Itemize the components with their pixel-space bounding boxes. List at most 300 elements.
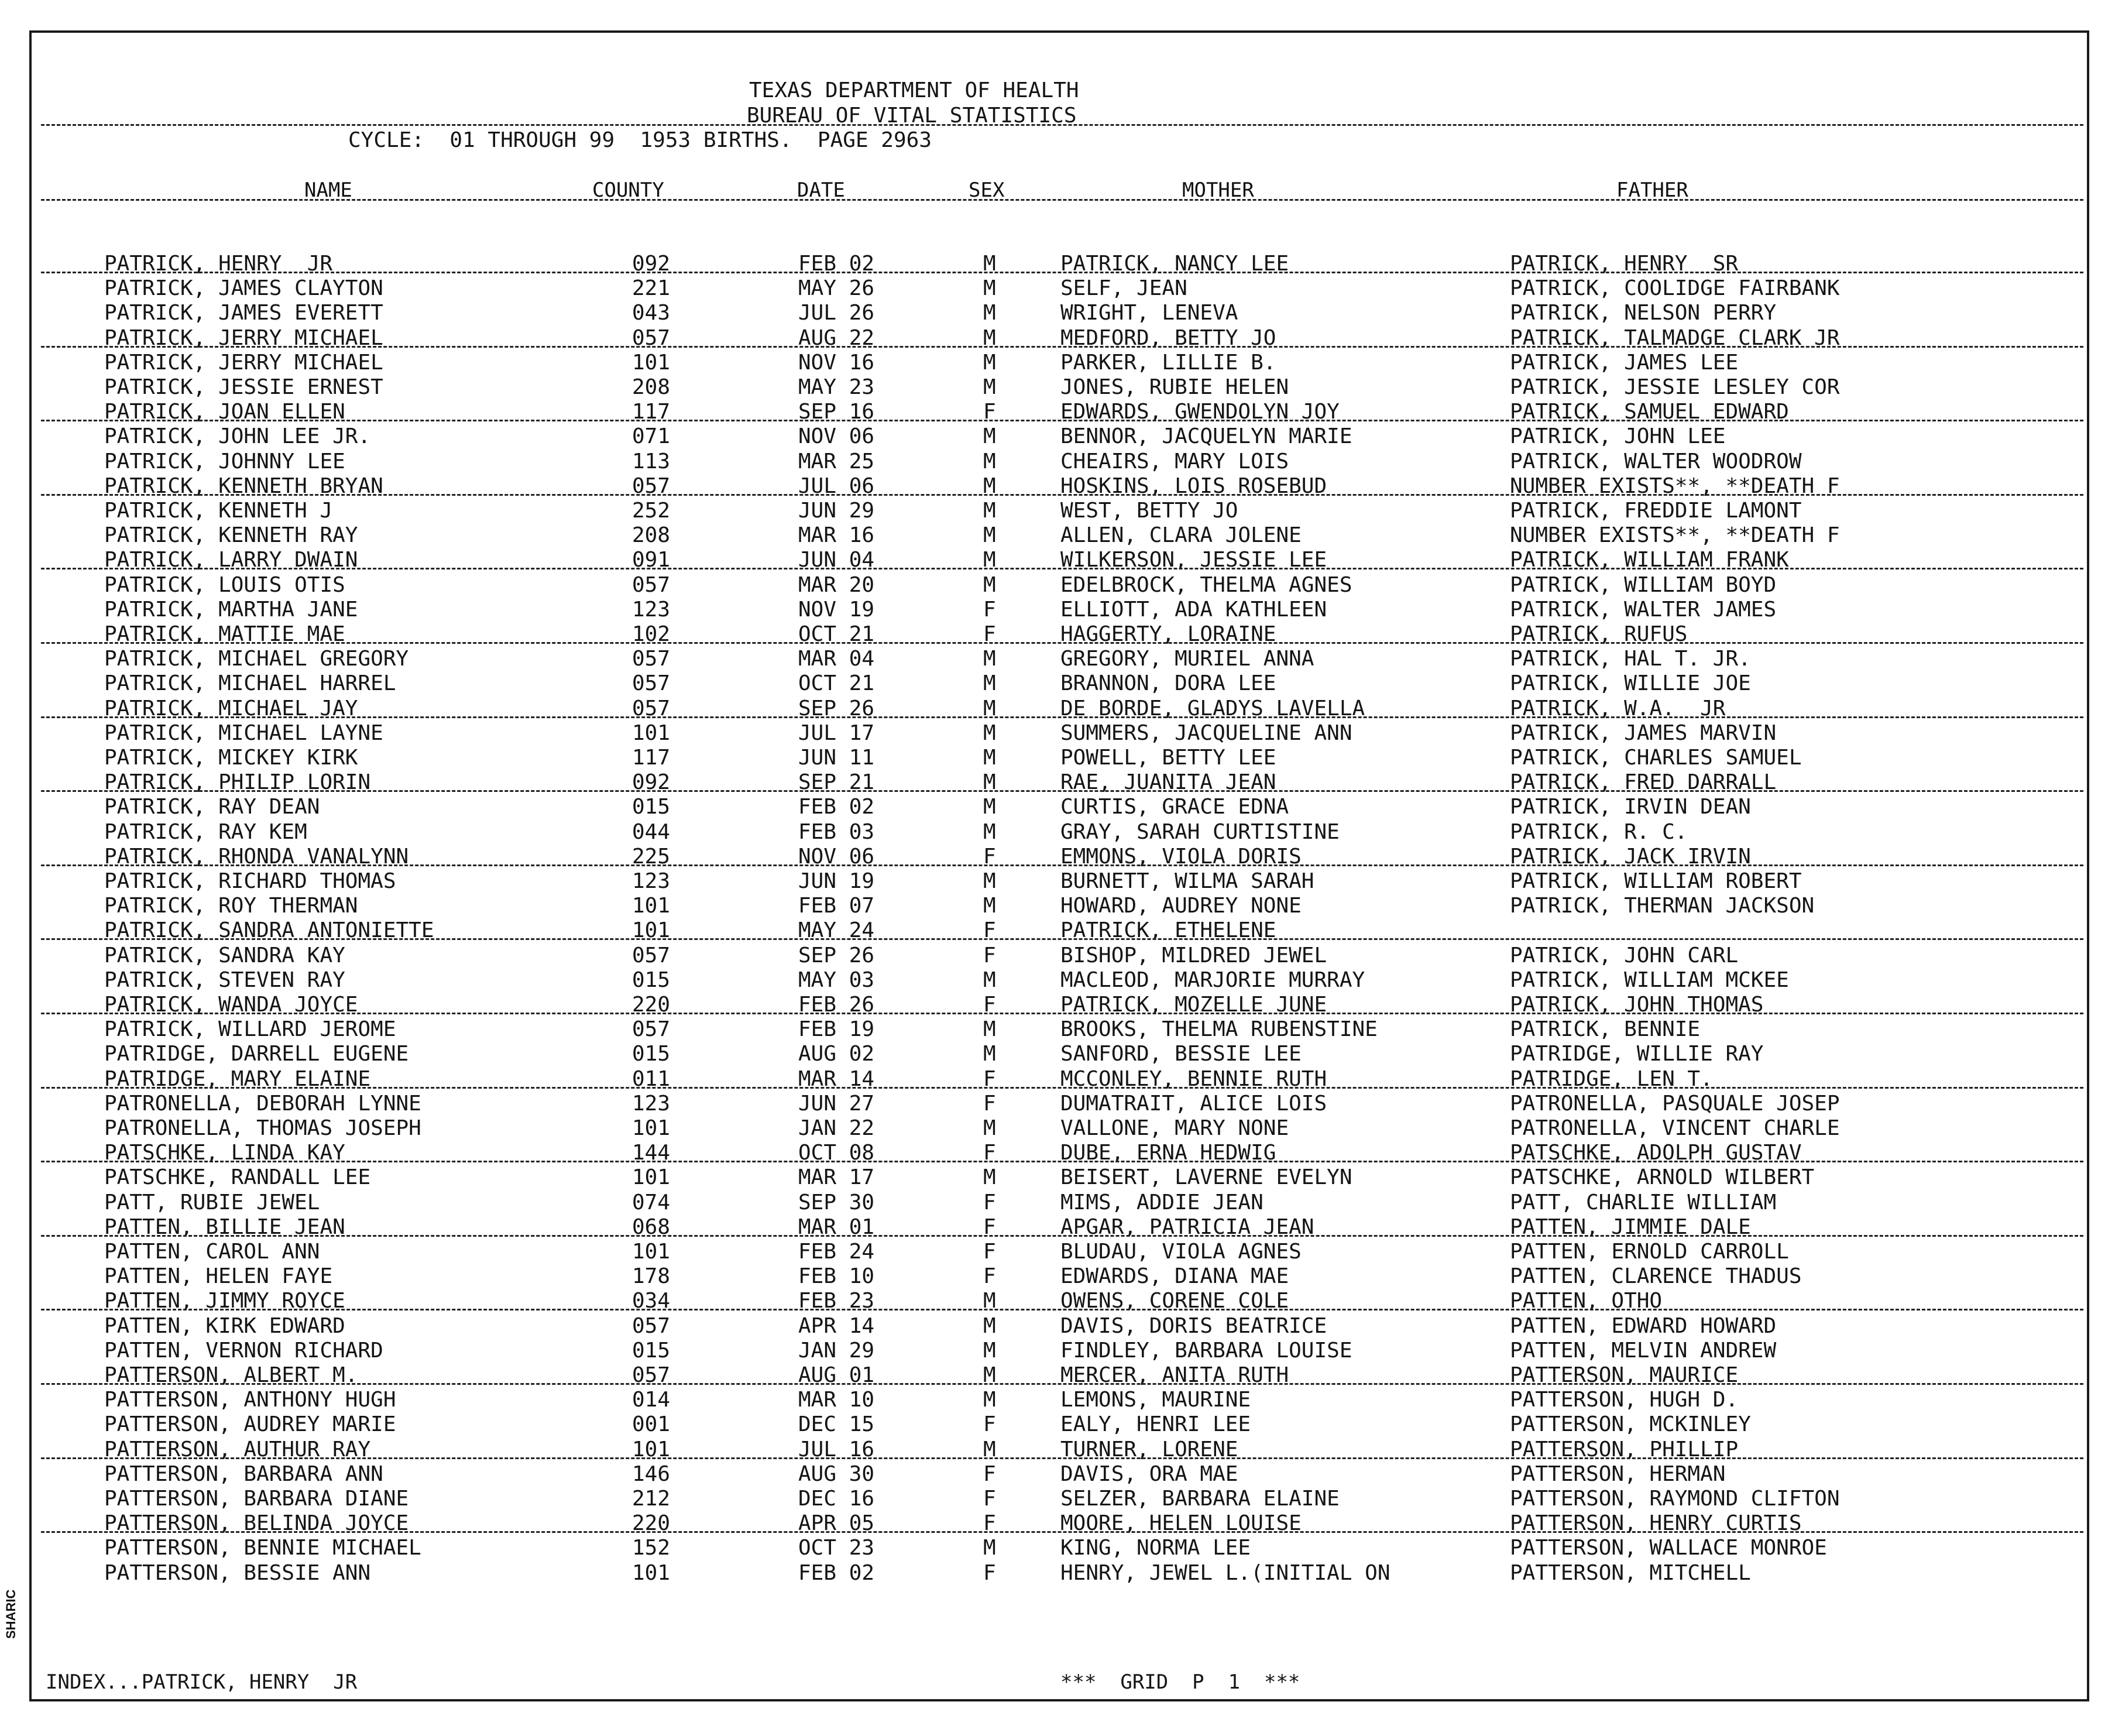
column-header-father: FATHER — [1616, 179, 1688, 202]
cell-name: PATTEN, HELEN FAYE — [104, 1264, 333, 1289]
cell-name: PATRICK, JOHNNY LEE — [104, 449, 345, 474]
row-separator — [41, 790, 2083, 792]
cell-name: PATRICK, KENNETH RAY — [104, 523, 358, 548]
cell-father: PATRICK, WILLIAM MCKEE — [1510, 968, 1789, 992]
bureau-title: BUREAU OF VITAL STATISTICS — [747, 104, 1077, 128]
cell-father: PATTERSON, PHILLIP — [1510, 1437, 1739, 1461]
cell-father: PATRICK, COOLIDGE FAIRBANK — [1510, 276, 1840, 301]
cell-mother: DAVIS, DORIS BEATRICE — [1060, 1313, 1327, 1338]
column-header-sex: SEX — [969, 179, 1005, 202]
cell-name: PATRICK, RAY KEM — [104, 819, 307, 844]
cell-mother: CHEAIRS, MARY LOIS — [1060, 449, 1289, 474]
cell-father: PATRICK, JESSIE LESLEY COR — [1510, 375, 1840, 399]
cell-name: PATRICK, WANDA JOYCE — [104, 993, 358, 1017]
column-header-county: COUNTY — [592, 179, 664, 202]
cell-mother: TURNER, LORENE — [1060, 1437, 1238, 1461]
cell-father: PATTERSON, MITCHELL — [1510, 1560, 1751, 1585]
cell-sex: M — [983, 1313, 996, 1338]
cell-name: PATT, RUBIE JEWEL — [104, 1190, 320, 1214]
cell-sex: F — [983, 1091, 996, 1116]
cell-mother: BEISERT, LAVERNE EVELYN — [1060, 1165, 1352, 1190]
cell-sex: F — [983, 1240, 996, 1264]
cell-sex: F — [983, 844, 996, 869]
cell-county: 101 — [632, 1437, 671, 1461]
table-row — [0, 523, 2115, 548]
cell-sex: M — [983, 1165, 996, 1190]
cell-name: PATTEN, BILLIE JEAN — [104, 1214, 345, 1239]
cell-date: AUG 22 — [798, 325, 875, 350]
cell-county: 074 — [632, 1190, 671, 1214]
cell-county: 057 — [632, 474, 671, 498]
cell-sex: M — [983, 1042, 996, 1066]
table-row — [0, 1092, 2115, 1116]
cell-father: PATRICK, THERMAN JACKSON — [1510, 894, 1815, 918]
cell-sex: M — [983, 1338, 996, 1363]
cell-mother: MACLEOD, MARJORIE MURRAY — [1060, 968, 1365, 992]
cell-sex: F — [983, 597, 996, 622]
cell-county: 101 — [632, 894, 671, 918]
cell-county: 001 — [632, 1412, 671, 1437]
cell-sex: M — [983, 474, 996, 498]
cell-date: JUN 04 — [798, 548, 875, 572]
cell-county: 212 — [632, 1487, 671, 1511]
cell-mother: EDWARDS, GWENDOLYN JOY — [1060, 400, 1340, 424]
cell-date: FEB 02 — [798, 1560, 875, 1585]
cell-county: 117 — [632, 400, 671, 424]
cell-sex: F — [983, 1066, 996, 1091]
cell-sex: F — [983, 1141, 996, 1165]
cell-date: MAY 26 — [798, 276, 875, 301]
table-row — [0, 351, 2115, 375]
cell-county: 117 — [632, 746, 671, 770]
column-header-name: NAME — [304, 179, 352, 202]
cell-county: 015 — [632, 1338, 671, 1363]
cell-county: 208 — [632, 375, 671, 399]
cell-date: SEP 26 — [798, 943, 875, 968]
cell-date: FEB 02 — [798, 252, 875, 276]
cell-mother: DUBE, ERNA HEDWIG — [1060, 1141, 1276, 1165]
cell-name: PATRONELLA, THOMAS JOSEPH — [104, 1116, 421, 1140]
cell-county: 091 — [632, 548, 671, 572]
agency-title: TEXAS DEPARTMENT OF HEALTH — [749, 78, 1079, 102]
cell-mother: SANFORD, BESSIE LEE — [1060, 1042, 1302, 1066]
table-row — [0, 1116, 2115, 1141]
cell-father: PATRIDGE, LEN T. — [1510, 1066, 1713, 1091]
row-separator — [41, 938, 2083, 940]
table-row — [0, 1017, 2115, 1042]
cell-sex: M — [983, 1116, 996, 1140]
cell-father: PATTEN, MELVIN ANDREW — [1510, 1338, 1777, 1363]
cell-date: JUN 27 — [798, 1091, 875, 1116]
cell-county: 057 — [632, 1363, 671, 1387]
cell-name: PATRICK, HENRY JR — [104, 252, 333, 276]
cell-sex: F — [983, 943, 996, 968]
cell-date: APR 14 — [798, 1313, 875, 1338]
row-separator — [41, 1013, 2083, 1014]
cell-father: PATTERSON, HERMAN — [1510, 1461, 1726, 1486]
cell-date: MAR 16 — [798, 523, 875, 548]
cell-county: 101 — [632, 1560, 671, 1585]
cell-mother: MERCER, ANITA RUTH — [1060, 1363, 1289, 1387]
table-row — [0, 1561, 2115, 1586]
cell-sex: M — [983, 276, 996, 301]
cell-county: 101 — [632, 350, 671, 375]
cell-county: 225 — [632, 844, 671, 869]
cell-mother: HOWARD, AUDREY NONE — [1060, 894, 1302, 918]
cell-name: PATRICK, JERRY MICHAEL — [104, 325, 383, 350]
cell-sex: M — [983, 523, 996, 548]
row-separator — [41, 1087, 2083, 1089]
cell-father: PATRICK, IRVIN DEAN — [1510, 795, 1751, 819]
cell-county: 015 — [632, 1042, 671, 1066]
cell-sex: M — [983, 819, 996, 844]
cell-sex: M — [983, 1363, 996, 1387]
cell-sex: F — [983, 1487, 996, 1511]
cell-mother: KING, NORMA LEE — [1060, 1536, 1251, 1560]
row-separator — [41, 1309, 2083, 1310]
grid-footer: *** GRID P 1 *** — [1060, 1670, 1300, 1694]
cell-father: PATTEN, EDWARD HOWARD — [1510, 1313, 1777, 1338]
cell-county: 011 — [632, 1066, 671, 1091]
cell-mother: FINDLEY, BARBARA LOUISE — [1060, 1338, 1352, 1363]
table-row — [0, 375, 2115, 400]
cell-sex: F — [983, 1264, 996, 1289]
cell-sex: M — [983, 795, 996, 819]
cell-father: PATRICK, JOHN THOMAS — [1510, 993, 1764, 1017]
table-row — [0, 573, 2115, 598]
cell-sex: M — [983, 449, 996, 474]
cell-date: NOV 06 — [798, 844, 875, 869]
cell-name: PATRICK, JAMES CLAYTON — [104, 276, 383, 301]
row-separator — [41, 346, 2083, 348]
cell-father: PATRICK, WILLIE JOE — [1510, 671, 1751, 696]
cell-sex: F — [983, 1560, 996, 1585]
cell-sex: M — [983, 252, 996, 276]
cell-mother: MCCONLEY, BENNIE RUTH — [1060, 1066, 1327, 1091]
cell-name: PATRICK, JERRY MICHAEL — [104, 350, 383, 375]
cell-father: PATRICK, JOHN CARL — [1510, 943, 1739, 968]
cell-county: 220 — [632, 1511, 671, 1536]
cell-father: PATRICK, JAMES LEE — [1510, 350, 1739, 375]
cell-county: 220 — [632, 993, 671, 1017]
cell-name: PATRICK, JOAN ELLEN — [104, 400, 345, 424]
cell-mother: MIMS, ADDIE JEAN — [1060, 1190, 1263, 1214]
cell-father: PATRICK, HENRY SR — [1510, 252, 1739, 276]
cell-mother: GRAY, SARAH CURTISTINE — [1060, 819, 1340, 844]
cell-sex: M — [983, 424, 996, 449]
cell-father: PATRICK, WILLIAM FRANK — [1510, 548, 1789, 572]
cell-county: 057 — [632, 572, 671, 597]
cell-name: PATRICK, WILLARD JEROME — [104, 1017, 396, 1042]
cell-name: PATRICK, RHONDA VANALYNN — [104, 844, 409, 869]
cell-date: OCT 08 — [798, 1141, 875, 1165]
cell-county: 015 — [632, 968, 671, 992]
cell-father: PATTERSON, MAURICE — [1510, 1363, 1739, 1387]
cell-mother: WILKERSON, JESSIE LEE — [1060, 548, 1327, 572]
cell-name: PATRICK, RAY DEAN — [104, 795, 320, 819]
cell-father: PATRONELLA, PASQUALE JOSEP — [1510, 1091, 1840, 1116]
table-row — [0, 1339, 2115, 1363]
cell-county: 123 — [632, 597, 671, 622]
cell-name: PATTERSON, BESSIE ANN — [104, 1560, 371, 1585]
cell-date: NOV 19 — [798, 597, 875, 622]
cell-name: PATRICK, ROY THERMAN — [104, 894, 358, 918]
cell-county: 043 — [632, 301, 671, 325]
cell-mother: EMMONS, VIOLA DORIS — [1060, 844, 1302, 869]
cell-mother: JONES, RUBIE HELEN — [1060, 375, 1289, 399]
cell-mother: BLUDAU, VIOLA AGNES — [1060, 1240, 1302, 1264]
table-row — [0, 450, 2115, 474]
table-row — [0, 1388, 2115, 1412]
cell-mother: MOORE, HELEN LOUISE — [1060, 1511, 1302, 1536]
cell-name: PATTERSON, AUTHUR RAY — [104, 1437, 371, 1461]
cell-sex: M — [983, 721, 996, 745]
table-row — [0, 721, 2115, 746]
table-row — [0, 1264, 2115, 1289]
cell-father: PATTERSON, RAYMOND CLIFTON — [1510, 1487, 1840, 1511]
table-row — [0, 1042, 2115, 1066]
cell-county: 092 — [632, 252, 671, 276]
cell-date: SEP 30 — [798, 1190, 875, 1214]
cell-county: 057 — [632, 1313, 671, 1338]
cell-father: PATTERSON, HUGH D. — [1510, 1388, 1739, 1412]
cell-name: PATTEN, CAROL ANN — [104, 1240, 320, 1264]
cell-sex: F — [983, 622, 996, 646]
cell-father: NUMBER EXISTS**, **DEATH F — [1510, 474, 1840, 498]
cell-date: MAR 01 — [798, 1214, 875, 1239]
cell-father: PATRICK, R. C. — [1510, 819, 1688, 844]
table-row — [0, 746, 2115, 770]
cell-date: NOV 06 — [798, 424, 875, 449]
cell-county: 101 — [632, 918, 671, 943]
cell-county: 057 — [632, 943, 671, 968]
cell-county: 221 — [632, 276, 671, 301]
cell-name: PATTERSON, ALBERT M. — [104, 1363, 358, 1387]
cell-mother: LEMONS, MAURINE — [1060, 1388, 1251, 1412]
cell-mother: ALLEN, CLARA JOLENE — [1060, 523, 1302, 548]
table-row — [0, 1191, 2115, 1215]
table-row — [0, 499, 2115, 523]
cell-county: 101 — [632, 1116, 671, 1140]
cell-date: JUL 06 — [798, 474, 875, 498]
row-separator — [41, 642, 2083, 644]
cell-date: OCT 23 — [798, 1536, 875, 1560]
cell-name: PATRICK, MATTIE MAE — [104, 622, 345, 646]
cell-date: JUN 19 — [798, 869, 875, 893]
cell-county: 057 — [632, 325, 671, 350]
cell-mother: PATRICK, MOZELLE JUNE — [1060, 993, 1327, 1017]
cell-father: PATRICK, BENNIE — [1510, 1017, 1701, 1042]
cell-date: MAY 23 — [798, 375, 875, 399]
cell-county: 057 — [632, 647, 671, 671]
cell-name: PATRICK, KENNETH BRYAN — [104, 474, 383, 498]
cell-mother: RAE, JUANITA JEAN — [1060, 770, 1276, 795]
row-separator — [41, 1161, 2083, 1162]
cell-name: PATRICK, RICHARD THOMAS — [104, 869, 396, 893]
cell-date: JUL 17 — [798, 721, 875, 745]
row-separator — [41, 1383, 2083, 1385]
cell-sex: M — [983, 647, 996, 671]
cell-name: PATRICK, SANDRA ANTONIETTE — [104, 918, 434, 943]
cell-mother: PATRICK, NANCY LEE — [1060, 252, 1289, 276]
cell-name: PATTERSON, ANTHONY HUGH — [104, 1388, 396, 1412]
cell-county: 102 — [632, 622, 671, 646]
cell-sex: M — [983, 894, 996, 918]
row-separator — [41, 568, 2083, 569]
cell-father: PATRICK, HAL T. JR. — [1510, 647, 1751, 671]
table-row — [0, 647, 2115, 671]
cell-mother: BURNETT, WILMA SARAH — [1060, 869, 1314, 893]
cell-mother: ELLIOTT, ADA KATHLEEN — [1060, 597, 1327, 622]
cell-county: 101 — [632, 1240, 671, 1264]
cell-name: PATTEN, VERNON RICHARD — [104, 1338, 383, 1363]
cell-date: MAY 03 — [798, 968, 875, 992]
cell-father: PATRICK, CHARLES SAMUEL — [1510, 746, 1802, 770]
table-row — [0, 894, 2115, 918]
table-row — [0, 671, 2115, 696]
row-separator — [41, 1235, 2083, 1237]
cell-mother: SELZER, BARBARA ELAINE — [1060, 1487, 1340, 1511]
cell-date: SEP 26 — [798, 696, 875, 721]
cell-county: 034 — [632, 1289, 671, 1313]
cell-father: PATTEN, OTHO — [1510, 1289, 1663, 1313]
cell-name: PATRICK, MICHAEL LAYNE — [104, 721, 383, 745]
cell-sex: M — [983, 746, 996, 770]
column-header-mother: MOTHER — [1182, 179, 1254, 202]
cell-father: PATTERSON, HENRY CURTIS — [1510, 1511, 1802, 1536]
cell-name: PATTERSON, BELINDA JOYCE — [104, 1511, 409, 1536]
table-row — [0, 301, 2115, 325]
cell-mother: MEDFORD, BETTY JO — [1060, 325, 1276, 350]
column-header-date: DATE — [797, 179, 845, 202]
cell-father: PATRICK, JOHN LEE — [1510, 424, 1726, 449]
cell-father: PATSCHKE, ADOLPH GUSTAV — [1510, 1141, 1802, 1165]
cell-name: PATRICK, MICHAEL GREGORY — [104, 647, 409, 671]
cell-father: PATRICK, TALMADGE CLARK JR — [1510, 325, 1840, 350]
cell-father: PATTERSON, MCKINLEY — [1510, 1412, 1751, 1437]
table-row — [0, 795, 2115, 819]
table-row — [0, 1536, 2115, 1560]
cell-father: PATRICK, WALTER JAMES — [1510, 597, 1777, 622]
cell-mother: BISHOP, MILDRED JEWEL — [1060, 943, 1327, 968]
cell-date: FEB 10 — [798, 1264, 875, 1289]
cell-sex: M — [983, 1388, 996, 1412]
cell-date: FEB 02 — [798, 795, 875, 819]
cell-date: MAR 20 — [798, 572, 875, 597]
cell-name: PATRICK, PHILIP LORIN — [104, 770, 371, 795]
cell-mother: WRIGHT, LENEVA — [1060, 301, 1238, 325]
row-separator — [41, 420, 2083, 421]
cell-date: OCT 21 — [798, 622, 875, 646]
cell-sex: M — [983, 869, 996, 893]
cell-date: NOV 16 — [798, 350, 875, 375]
cycle-line: CYCLE: 01 THROUGH 99 1953 BIRTHS. PAGE 2963 — [348, 128, 932, 152]
cell-mother: DAVIS, ORA MAE — [1060, 1461, 1238, 1486]
cell-mother: DE BORDE, GLADYS LAVELLA — [1060, 696, 1365, 721]
cell-name: PATRICK, MARTHA JANE — [104, 597, 358, 622]
cell-county: 101 — [632, 1165, 671, 1190]
cell-mother: HOSKINS, LOIS ROSEBUD — [1060, 474, 1327, 498]
cell-name: PATRICK, STEVEN RAY — [104, 968, 345, 992]
cell-father: PATTEN, JIMMIE DALE — [1510, 1214, 1751, 1239]
cell-name: PATRICK, LARRY DWAIN — [104, 548, 358, 572]
cell-date: JUN 29 — [798, 499, 875, 523]
cell-name: PATSCHKE, RANDALL LEE — [104, 1165, 371, 1190]
cell-mother: SELF, JEAN — [1060, 276, 1187, 301]
cell-sex: M — [983, 350, 996, 375]
cell-date: AUG 01 — [798, 1363, 875, 1387]
cell-county: 044 — [632, 819, 671, 844]
cell-name: PATRICK, SANDRA KAY — [104, 943, 345, 968]
cell-date: FEB 24 — [798, 1240, 875, 1264]
cell-date: MAR 14 — [798, 1066, 875, 1091]
cell-father: PATRICK, NELSON PERRY — [1510, 301, 1777, 325]
cell-mother: GREGORY, MURIEL ANNA — [1060, 647, 1314, 671]
cell-mother: HAGGERTY, LORAINE — [1060, 622, 1276, 646]
cell-date: JAN 22 — [798, 1116, 875, 1140]
cell-county: 092 — [632, 770, 671, 795]
cell-name: PATTEN, JIMMY ROYCE — [104, 1289, 345, 1313]
table-row — [0, 424, 2115, 449]
cell-name: PATRICK, JAMES EVERETT — [104, 301, 383, 325]
cell-name: PATRICK, MICHAEL JAY — [104, 696, 358, 721]
cell-date: JUL 16 — [798, 1437, 875, 1461]
cell-father: PATT, CHARLIE WILLIAM — [1510, 1190, 1777, 1214]
cell-name: PATRICK, LOUIS OTIS — [104, 572, 345, 597]
cell-sex: M — [983, 375, 996, 399]
cell-name: PATRICK, JOHN LEE JR. — [104, 424, 371, 449]
cell-date: MAY 24 — [798, 918, 875, 943]
index-footer: INDEX...PATRICK, HENRY JR — [46, 1670, 358, 1694]
cell-county: 208 — [632, 523, 671, 548]
cell-father: PATRONELLA, VINCENT CHARLE — [1510, 1116, 1840, 1140]
row-separator — [41, 1457, 2083, 1459]
cell-mother: HENRY, JEWEL L.(INITIAL ON — [1060, 1560, 1390, 1585]
cell-name: PATTERSON, BARBARA ANN — [104, 1461, 383, 1486]
cell-name: PATRICK, JESSIE ERNEST — [104, 375, 383, 399]
cell-mother: EDWARDS, DIANA MAE — [1060, 1264, 1289, 1289]
cell-sex: F — [983, 1461, 996, 1486]
cell-sex: M — [983, 968, 996, 992]
cell-name: PATTERSON, BARBARA DIANE — [104, 1487, 409, 1511]
cell-sex: F — [983, 1412, 996, 1437]
cell-name: PATTERSON, AUDREY MARIE — [104, 1412, 396, 1437]
cell-mother: BRANNON, DORA LEE — [1060, 671, 1276, 696]
cell-father: PATTEN, ERNOLD CARROLL — [1510, 1240, 1789, 1264]
cell-mother: CURTIS, GRACE EDNA — [1060, 795, 1289, 819]
cell-date: MAR 17 — [798, 1165, 875, 1190]
cell-father: PATRICK, FRED DARRALL — [1510, 770, 1777, 795]
cell-mother: EALY, HENRI LEE — [1060, 1412, 1251, 1437]
cell-sex: M — [983, 325, 996, 350]
cell-county: 015 — [632, 795, 671, 819]
table-row — [0, 276, 2115, 301]
cell-mother: VALLONE, MARY NONE — [1060, 1116, 1289, 1140]
cell-date: MAR 04 — [798, 647, 875, 671]
cell-father: PATRICK, WILLIAM BOYD — [1510, 572, 1777, 597]
table-row — [0, 968, 2115, 993]
cell-date: OCT 21 — [798, 671, 875, 696]
cell-date: FEB 07 — [798, 894, 875, 918]
cell-date: DEC 16 — [798, 1487, 875, 1511]
cell-mother: OWENS, CORENE COLE — [1060, 1289, 1289, 1313]
cell-county: 123 — [632, 869, 671, 893]
cell-date: FEB 23 — [798, 1289, 875, 1313]
table-row — [0, 869, 2115, 894]
table-row — [0, 944, 2115, 968]
table-row — [0, 1314, 2115, 1339]
cell-county: 152 — [632, 1536, 671, 1560]
